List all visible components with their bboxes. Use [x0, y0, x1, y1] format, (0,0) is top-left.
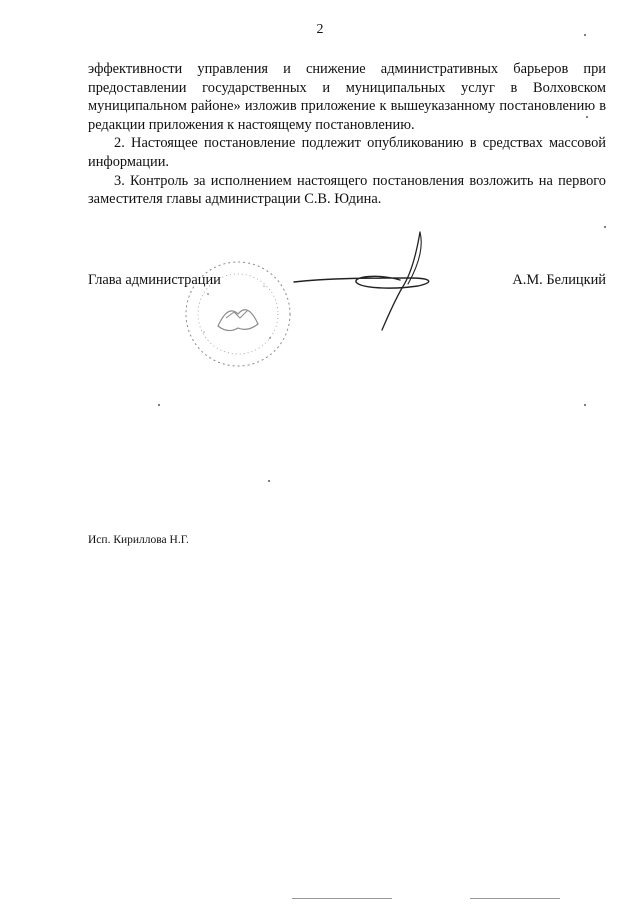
- paragraph-continuation: эффективности управления и снижение административных барьеров при предоставлении государственных и муниципальных услуг в Волховском муниципальном районе» изложив приложение к вышеуказанному постановлению в редакции приложения к настоящему постановлению.: [88, 61, 606, 133]
- scan-speck: [268, 480, 270, 482]
- scan-speck: [604, 226, 606, 228]
- scan-speck: [584, 34, 586, 36]
- page-number: 2: [316, 22, 324, 37]
- handwritten-signature: [290, 226, 440, 336]
- paragraph-control: 3. Контроль за исполнением настоящего постановления возложить на первого заместителя главы администрации С.В. Юдина.: [88, 172, 606, 208]
- footer-scan-line: [470, 898, 560, 899]
- scan-speck: [584, 404, 586, 406]
- scan-speck: [158, 404, 160, 406]
- document-body: [88, 60, 606, 209]
- footer-scan-line: [292, 898, 392, 899]
- signatory-name: А.М. Белицкий: [512, 272, 606, 288]
- scan-speck: [586, 116, 588, 118]
- paragraph-publication: 2. Настоящее постановление подлежит опубликованию в средствах массовой информации.: [88, 135, 606, 170]
- signatory-title: Глава администрации: [88, 272, 221, 288]
- executor-note: Исп. Кириллова Н.Г.: [88, 534, 189, 546]
